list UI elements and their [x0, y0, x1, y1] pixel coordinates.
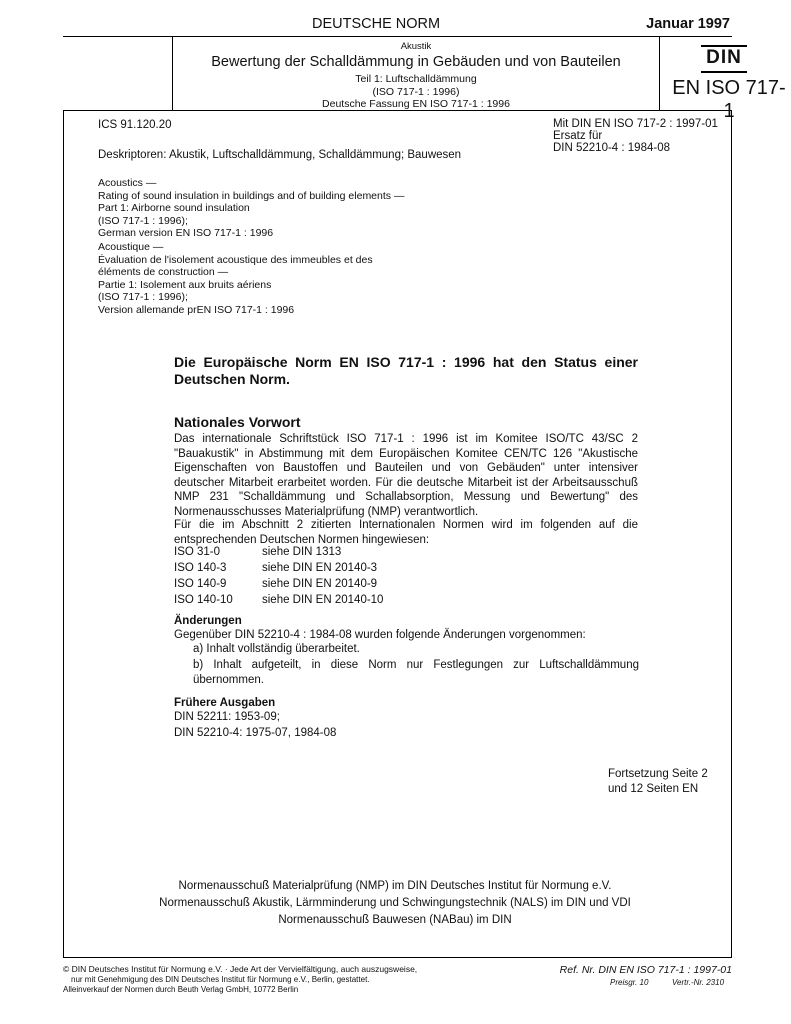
english-title-line: German version EN ISO 717-1 : 1996: [98, 227, 274, 239]
english-title-line: Rating of sound insulation in buildings and of building elements —: [98, 189, 405, 202]
changes-item: b) Inhalt aufgeteilt, in diese Norm nur Festlegungen zur Luftschalldämmung übernommen.: [193, 659, 639, 686]
standard-type: DEUTSCHE NORM: [312, 16, 441, 32]
committee-line: Normenausschuß Akustik, Lärmminderung und Schwingungstechnik (NALS) im DIN und VDI: [159, 897, 631, 909]
title-cell: [174, 37, 658, 110]
vorwort-heading: Nationales Vorwort: [174, 414, 301, 430]
english-title-line: Part 1: Airborne sound insulation: [98, 202, 250, 214]
changes-item: a) Inhalt vollständig überarbeitet.: [193, 643, 360, 655]
copyright-line: Alleinverkauf der Normen durch Beuth Verlag GmbH, 10772 Berlin: [63, 985, 299, 994]
changes-intro: Gegenüber DIN 52210-4 : 1984-08 wurden folgende Änderungen vorgenommen:: [174, 629, 586, 641]
continuation-note: [608, 767, 708, 796]
previous-edition: DIN 52211: 1953-09;: [174, 711, 280, 723]
header-divider-right: [659, 37, 660, 110]
vorwort-paragraph: Das internationale Schriftstück ISO 717-1 : 1996 ist im Komitee ISO/TC 43/SC 2 "Bauakustik" in Abstimmung mit dem Europäischen Komitee CEN/TC 126 "Akustische Eigenschaften von Baustoffen und Bauteilen und von Gebäuden" unter intensiver deutscher Mitarbeit erarbeitet worden. Für die deutsche Mitarbeit ist der Arbeitsausschuß NMP 231 "Schalldämmung und Schallabsorption, Messung und Bewertung" des Normenausschusses Materialprüfung (NMP) verantwortlich.: [174, 433, 638, 518]
iso-reference: ISO 31-0: [174, 546, 221, 558]
english-title-line: (ISO 717-1 : 1996);: [98, 214, 188, 227]
english-title: [98, 177, 404, 240]
header-divider-left: [172, 37, 173, 110]
document-subtitle: [174, 73, 658, 111]
din-cell: [661, 37, 791, 122]
subtitle-line: Teil 1: Luftschalldämmung: [355, 73, 477, 85]
subject: Akustik: [400, 41, 432, 52]
committee-line: Normenausschuß Bauwesen (NABau) im DIN: [278, 914, 512, 926]
iso-reference: ISO 140-10: [174, 594, 233, 606]
distribution-number: Vertr.-Nr. 2310: [672, 978, 725, 987]
committee-line: Normenausschuß Materialprüfung (NMP) im DIN Deutsches Institut für Normung e.V.: [178, 880, 612, 892]
french-title-line: Évaluation de l'isolement acoustique des immeubles et des: [98, 253, 373, 266]
din-reference: siehe DIN EN 20140-3: [262, 562, 378, 574]
replacement-note: [553, 118, 718, 154]
price-group: Preisgr. 10: [610, 978, 649, 987]
copyright-notice: [63, 964, 417, 996]
copyright-line: nur mit Genehmigung des DIN Deutsches Institut für Normung e.V., Berlin, gestattet.: [71, 974, 370, 984]
subtitle-line: (ISO 717-1 : 1996): [372, 85, 460, 98]
subtitle-line: Deutsche Fassung EN ISO 717-1 : 1996: [322, 98, 510, 110]
status-statement: Die Europäische Norm EN ISO 717-1 : 1996 hat den Status einer Deutschen Norm.: [174, 354, 638, 387]
din-logo: DIN: [701, 47, 747, 70]
french-title-line: éléments de construction —: [98, 266, 229, 278]
french-title: [98, 241, 373, 316]
french-title-line: Partie 1: Isolement aux bruits aériens: [98, 278, 272, 291]
publication-date: Januar 1997: [646, 16, 730, 32]
ics-code: ICS 91.120.20: [98, 119, 172, 131]
replacement-line: Ersatz für: [553, 130, 603, 142]
continuation-line: Fortsetzung Seite 2: [608, 768, 708, 780]
previous-editions-heading: Frühere Ausgaben: [174, 697, 276, 709]
din-reference: siehe DIN 1313: [262, 546, 342, 558]
header-box: [63, 36, 786, 122]
changes-heading: Änderungen: [174, 615, 242, 627]
document-title: Bewertung der Schalldämmung in Gebäuden und von Bauteilen: [211, 54, 621, 70]
iso-reference: ISO 140-9: [174, 578, 227, 590]
previous-edition: DIN 52210-4: 1975-07, 1984-08: [174, 727, 337, 739]
din-reference: siehe DIN EN 20140-9: [262, 578, 378, 590]
replacement-line: DIN 52210-4 : 1984-08: [553, 142, 670, 154]
committees: [130, 878, 660, 929]
english-title-line: Acoustics —: [98, 177, 157, 189]
french-title-line: (ISO 717-1 : 1996);: [98, 291, 188, 303]
french-title-line: Acoustique —: [98, 241, 164, 253]
vorwort-paragraph: Für die im Abschnitt 2 zitierten Internationalen Normen wird im folgenden auf die entsprechenden Deutschen Normen hingewiesen:: [174, 519, 638, 546]
din-reference: siehe DIN EN 20140-10: [262, 594, 384, 606]
continuation-line: und 12 Seiten EN: [608, 782, 699, 795]
reference-number: Ref. Nr. DIN EN ISO 717-1 : 1997-01: [559, 964, 732, 976]
copyright-line: © DIN Deutsches Institut für Normung e.V. · Jede Art der Vervielfältigung, auch auszugsweise,: [63, 964, 418, 974]
descriptors: Deskriptoren: Akustik, Luftschalldämmung, Schalldämmung; Bauwesen: [98, 149, 462, 161]
replacement-line: Mit DIN EN ISO 717-2 : 1997-01: [553, 118, 718, 130]
iso-reference: ISO 140-3: [174, 562, 227, 574]
document-number: EN ISO 717-1: [672, 77, 786, 122]
french-title-line: Version allemande prEN ISO 717-1 : 1996: [98, 303, 295, 316]
